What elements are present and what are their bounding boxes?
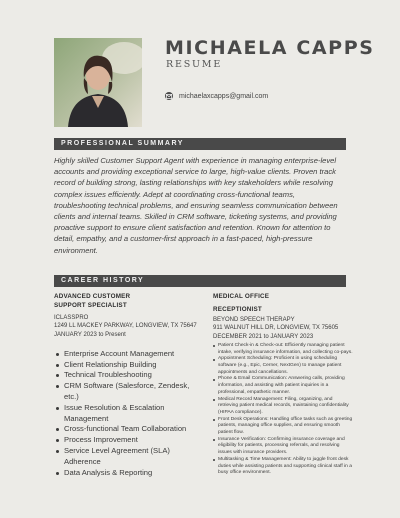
profile-photo [54,38,142,127]
list-item: Insurance Verification: Confirming insurance coverage and eligibility for patients, processing referrals, and resolving issues with insurance providers. [213,437,353,457]
list-item: Technical Troubleshooting [54,370,204,381]
job-title: RECEPTIONIST [213,305,262,313]
duties-list [213,343,353,477]
section-header-summary: PROFESSIONAL SUMMARY [54,138,346,150]
company-name: ICLASSPRO [54,315,89,321]
company-address: 911 WALNUT HILL DR, LONGVIEW, TX 75605 [213,325,339,332]
list-item: Medical Record Management: Filing, organizing, and retrieving patient medical records, maintaining confidentiality (HIPAA compliance). [213,397,353,417]
job-title: MEDICAL OFFICE [213,293,270,300]
list-item: Appointment Scheduling: Proficient in using scheduling software (e.g., Epic, Cerner, NextGen) to manage patient appointments and cancellations. [213,356,353,376]
company-address: 1249 LL MACKEY PARKWAY, LONGVIEW, TX 75647 [54,323,197,330]
email-contact[interactable] [165,92,268,100]
list-item: Cross-functional Team Collaboration [54,424,204,435]
email-address[interactable]: michaelaxcapps@gmail.com [179,92,269,100]
job-title: ADVANCED CUSTOMER [54,293,131,300]
list-item: CRM Software (Salesforce, Zendesk, etc.) [54,381,204,403]
job-dates: DECEMBER 2021 to JANUARY 2023 [213,333,314,340]
skills-list [54,349,204,479]
person-portrait-icon [54,38,142,127]
job-dates: JANUARY 2023 to Present [54,331,126,338]
job-entry-beyond-speech-therapy [213,293,353,477]
list-item: Phone & Email Communication: Answering calls, providing information, and assisting with patient inquiries in a professional, empathetic manner. [213,376,353,396]
candidate-name: MICHAELA CAPPS [165,37,375,59]
section-header-career: CAREER HISTORY [54,275,346,287]
job-title: SUPPORT SPECIALIST [54,301,127,309]
list-item: Front Desk Operations: Handling office tasks such as greeting patients, managing office supplies, and ensuring smooth patient flow. [213,417,353,437]
list-item: Service Level Agreement (SLA) Adherence [54,446,204,468]
professional-summary-text: Highly skilled Customer Support Agent with experience in managing enterprise-level accounts and providing exceptional service to large, high-value clients. Proven track record of building strong, lasting relationships with key stakeholders while resolving complex issues efficiently. Adept at coordinating cross-functional teams, troubleshooting technical problems, and ensuring seamless communication between clients and internal teams. Skilled in CRM software, ticketing systems, and providing proactive support to ensure client satisfaction and retention. Known for attention to detail, empathy, and a customer-first approach in a fast-paced, high-pressure environment. [54,156,338,255]
list-item: Client Relationship Building [54,360,204,371]
document-subtitle: RESUME [166,59,223,70]
list-item: Multitasking & Time Management: Ability to juggle front desk duties while assisting patients and supporting clinical staff in a busy office environment. [213,457,353,477]
job-entry-iclasspro [54,293,204,478]
list-item: Enterprise Account Management [54,349,204,360]
email-icon [165,92,173,100]
list-item: Issue Resolution & Escalation Management [54,403,204,425]
list-item: Patient Check-in & Check-out: Efficiently managing patient intake, verifying insurance information, and collecting co-pays. [213,343,353,356]
list-item: Data Analysis & Reporting [54,468,204,479]
company-name: BEYOND SPEECH THERAPY [213,317,295,323]
list-item: Process Improvement [54,435,204,446]
